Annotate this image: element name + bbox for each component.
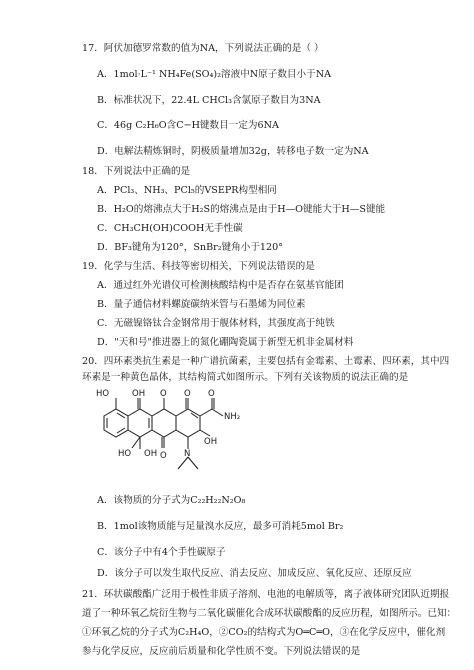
q20-stem-line1: 20．四环素类抗生素是一种广谱抗菌素，主要包括有金霉素、土霉素、四环素，其中四	[82, 356, 450, 367]
q17-option-d: D．电解法精炼铜时，阴极质量增加32g，转移电子数一定为NA	[97, 146, 369, 157]
q21-line1: 21．环状碳酸酯广泛用于极性非质子溶剂、电池的电解质等，离子液体研究团队近期报	[82, 589, 450, 600]
q20-stem-line2: 环素是一种黄色晶体，其结构简式如图所示。下列有关该物质的说法正确的是	[82, 372, 409, 383]
ring-a	[104, 409, 128, 437]
label-o-bottom: O	[160, 451, 167, 461]
q19-option-a: A．通过红外光谱仪可检测核酸结构中是否存在氨基官能团	[97, 280, 344, 291]
q17-stem: 17．阿伏加德罗常数的值为NA，下列说法正确的是（ ）	[82, 43, 324, 54]
label-oh-right: OH	[204, 437, 218, 447]
label-o-amide-c: O	[208, 389, 215, 399]
q20-option-a: A．该物质的分子式为C₂₂H₂₂N₂O₈	[97, 495, 246, 506]
label-o-amide: O	[184, 389, 191, 399]
q18-option-c: C．CH₃CH(OH)COOH无手性碳	[97, 223, 243, 234]
label-oh-top: OH	[132, 389, 146, 399]
q17-option-b: B．标准状况下，22.4L CHCl₃含氯原子数目为3NA	[97, 95, 321, 106]
q19-option-b: B．量子通信材料螺旋碳纳米管与石墨烯为同位素	[97, 299, 306, 310]
q18-option-a: A．PCl₃、NH₃、PCl₅的VSEPR构型相同	[97, 185, 277, 196]
label-nh2: NH₂	[224, 412, 241, 422]
ring-c	[152, 409, 176, 437]
q21-line3: ①环氧乙烷的分子式为C₂H₄O，②CO₂的结构式为O═C═O，③在化学反应中，催化剂	[82, 627, 446, 638]
label-o-ketone: O	[160, 389, 167, 399]
q17-option-a: A．1mol·L⁻¹ NH₄Fe(SO₄)₂溶液中N原子数目小于NA	[97, 69, 332, 80]
tetracycline-structure	[92, 376, 262, 492]
label-oh-left: OH	[144, 449, 158, 459]
q20-option-c: C．该分子中有4个手性碳原子	[97, 547, 226, 558]
label-n: N	[184, 449, 191, 459]
q18-option-d: D．BF₃键角为120°，SnBr₂键角小于120°	[97, 242, 284, 253]
q20-option-d: D．该分子可以发生取代反应、消去反应、加成反应、氧化反应、还原反应	[97, 568, 412, 579]
ring-d	[176, 409, 200, 437]
q19-stem: 19．化学与生活、科技等密切相关，下列说法错误的是	[82, 261, 315, 272]
label-ho-top: HO	[96, 389, 110, 399]
q17-option-c: C．46g C₂H₆O含C−H键数目一定为6NA	[97, 120, 279, 131]
q18-option-b: B．H₂O的熔沸点大于H₂S的熔沸点是由于H—O键能大于H—S键能	[97, 204, 386, 215]
label-ho-bottom: HO	[118, 449, 132, 459]
ring-b	[128, 409, 152, 437]
q19-option-d: D．"天和号"推进器上的氮化硼陶瓷属于新型无机非金属材料	[97, 337, 354, 348]
q18-stem: 18．下列说法中正确的是	[82, 166, 191, 177]
q21-line2: 道了一种环氧乙烷衍生物与二氧化碳催化合成环状碳酸酯的反应历程，如图所示。已知：	[82, 608, 457, 619]
q20-option-b: B．1mol该物质能与足量溴水反应，最多可消耗5mol Br₂	[97, 521, 344, 532]
q21-line4: 参与化学反应，反应前后质量和化学性质不变。下列说法错误的是	[82, 646, 361, 657]
q19-option-c: C．无磁镍铬钛合金钢常用于舰体材料，其强度高于纯铁	[97, 318, 335, 329]
